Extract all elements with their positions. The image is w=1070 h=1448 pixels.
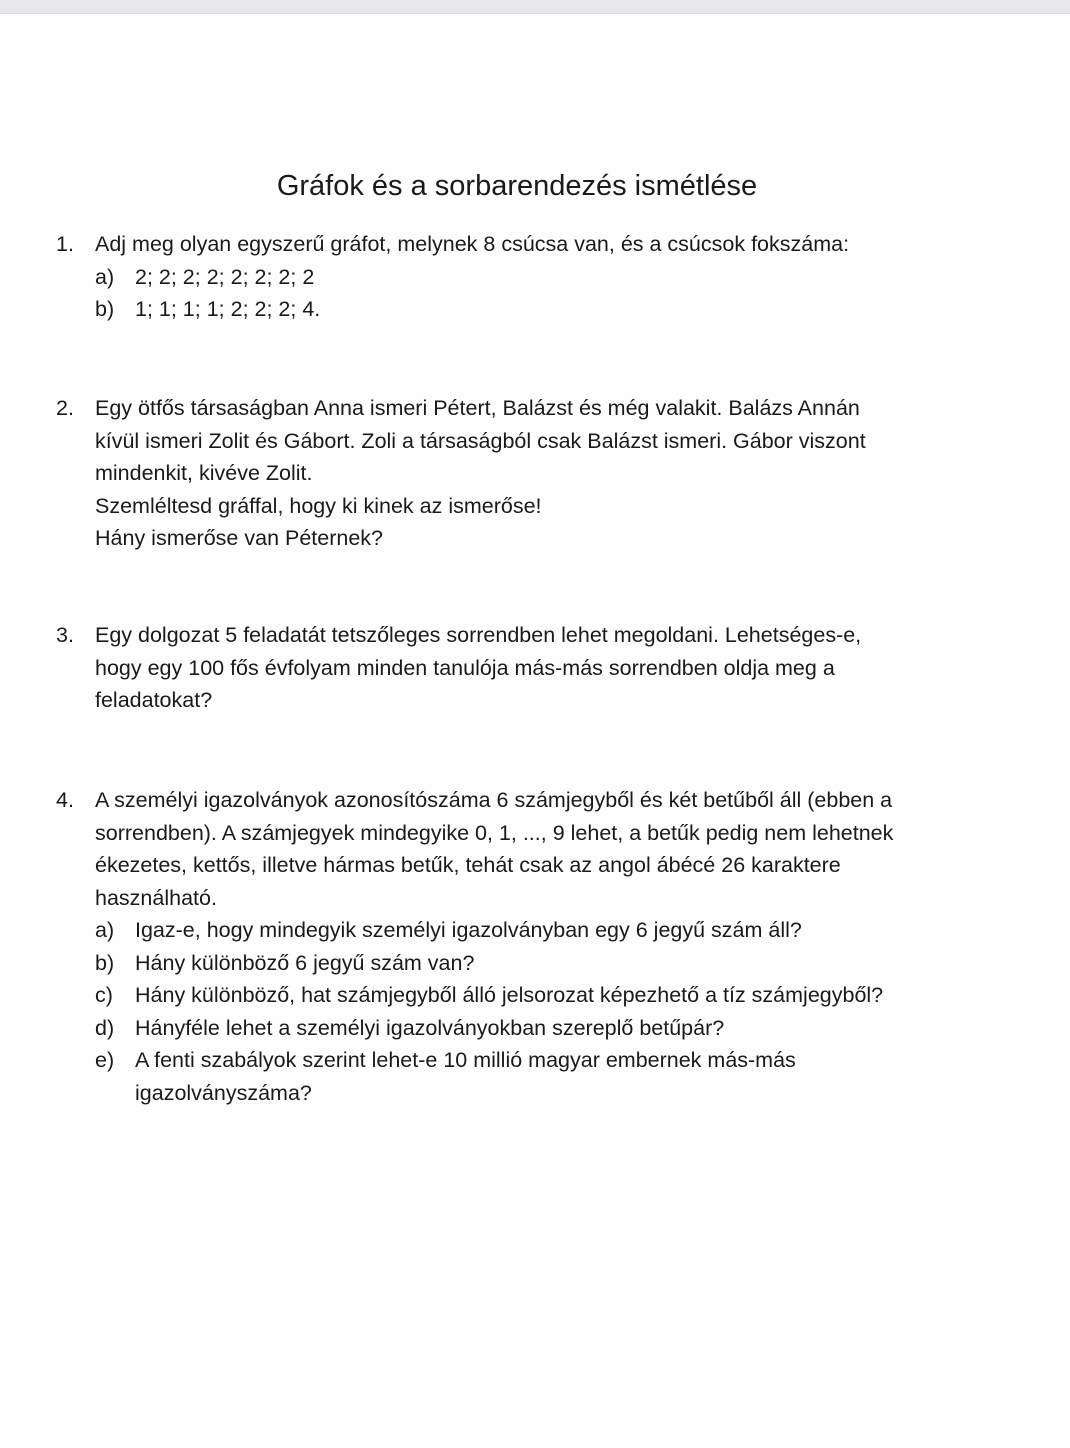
question-number: 1. [56,232,74,256]
question-text-line: ékezetes, kettős, illetve hármas betűk, tehát csak az angol ábécé 26 karaktere [95,853,841,877]
question-number: 4. [56,788,74,812]
question-text-line: mindenkit, kivéve Zolit. [95,461,313,485]
question-text-line: használható. [95,885,217,910]
subquestion-label: e) [95,1048,115,1072]
subquestion-c [95,979,1016,1012]
subquestion-text: A fenti szabályok szerint lehet-e 10 millió magyar embernek más-más igazolványszáma? [135,1048,796,1105]
subquestion-label: d) [95,1015,115,1040]
subquestion-a [95,261,1016,294]
page-title: Gráfok és a sorbarendezés ismétlése [276,170,758,202]
question-1 [56,228,1016,326]
question-text-line: hogy egy 100 fős évfolyam minden tanulója más-más sorrendben oldja meg a [95,655,835,680]
subquestion-text: 1; 1; 1; 1; 2; 2; 2; 4. [135,297,321,321]
subquestion-text: Igaz-e, hogy mindegyik személyi igazolványban egy 6 jegyű szám áll? [135,918,802,942]
question-number: 2. [56,396,74,420]
subquestion-text: Hányféle lehet a személyi igazolványokban szereplő betűpár? [135,1015,725,1040]
subquestion-label: a) [95,918,115,942]
subquestion-text: Hány különböző, hat számjegyből álló jelsorozat képezhető a tíz számjegyből? [135,983,884,1007]
question-text-line: feladatokat? [95,688,213,712]
question-4 [56,784,1016,1109]
top-status-bar [0,0,1070,14]
question-2 [56,392,1016,555]
question-text-line: Szemléltesd gráffal, hogy ki kinek az ismerőse! [95,493,542,518]
subquestion-b [95,293,1016,326]
question-3 [56,619,1016,717]
subquestion-a [95,914,1016,947]
question-number: 3. [56,623,74,647]
subquestion-label: a) [95,264,115,289]
subquestion-label: b) [95,950,115,975]
question-text: Adj meg olyan egyszerű gráfot, melynek 8 csúcsa van, és a csúcsok fokszáma: [95,232,850,256]
question-text-line: sorrendben). A számjegyek mindegyike 0, 1, ..., 9 lehet, a betűk pedig nem lehetnek [95,820,894,845]
question-text-line: A személyi igazolványok azonosítószáma 6 számjegyből és két betűből áll (ebben a [95,788,893,812]
question-text-line: kívül ismeri Zolit és Gábort. Zoli a társaságból csak Balázst ismeri. Gábor viszont [95,428,866,453]
subquestion-text: Hány különböző 6 jegyű szám van? [135,950,475,975]
question-text-line: Egy dolgozat 5 feladatát tetszőleges sorrendben lehet megoldani. Lehetséges-e, [95,623,862,647]
subquestion-e [95,1044,895,1109]
question-text-line: Hány ismerőse van Péternek? [95,526,384,550]
subquestion-label: c) [95,983,113,1007]
subquestion-text: 2; 2; 2; 2; 2; 2; 2; 2 [135,264,315,289]
question-text-line: Egy ötfős társaságban Anna ismeri Pétert, Balázst és még valakit. Balázs Annán [95,396,860,420]
subquestion-label: b) [95,297,115,321]
subquestion-b [95,947,1016,980]
subquestion-d [95,1012,1016,1045]
